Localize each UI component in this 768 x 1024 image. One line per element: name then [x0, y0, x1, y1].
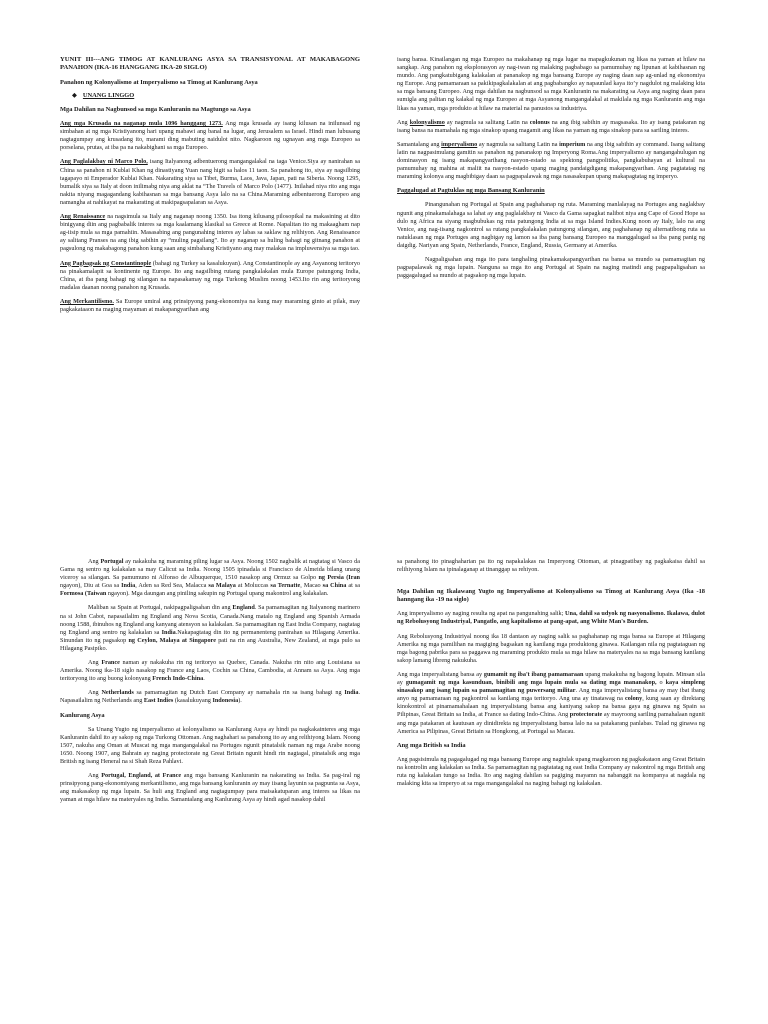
bold-term: sa Ternatte [270, 582, 301, 590]
paragraph-merkantilismo [60, 298, 360, 314]
paragraph-renaissance [60, 213, 360, 253]
paragraph-text: isang Italyanong adbentuerong mangangalakal na taga Venice.Siya ay nanirahan sa China sa panahon ni Kublai Khan ng dinastiyang Yuan nang higit sa halos 11 taon. Sa panahong ito, siya ay nagsilbing tagapayo ni Emperador Kublai Khan. Nakarating siya sa Tibet, Burma, Laos, Java, Japan, pati na Siberia. Noong 1295, bumalik siya sa Italy at doon inilimabg niya ang aklat na “The Travels of Marco Polo (1477). Inilahad niya rito ang mga nakita niyang magagandang kabihasnan sa mga bansang Asya lalo na sa China.Maraming adbentuerong Europeo ang namangha at nahikayat na makarating at makipagsapalaran sa Asya. [60, 158, 360, 206]
paragraph-text: Ang imperyalismo ay naging resulta ng apat na pangunahing salik; [397, 610, 566, 618]
term-colonus: colonus [529, 118, 550, 126]
page2-left-column [60, 558, 360, 810]
paragraph-text: ay nakakuha ng maraming piling lugar sa Asya. Noong 1502 nagbalik at nagtatag si Vasco da Gama ng sentro ng kalakalan sa may Calicut sa India. Noong 1505 ipinadala si Francisco de Almeida bilang unang viceroy sa silangan. Sa pamumuno ni Alfonso de Albuquerque, 1510 nasakop ang Ormuz sa Golpo [60, 558, 360, 582]
paragraph-text: . Ang mga imperyalistang bansa ay may ibat ibang anyo ng pamamaraan ng pagkontrol sa kanilang mga teritoryo. Ang una ay tinatawag na [397, 687, 705, 703]
term-imperium: imperium [559, 140, 586, 148]
page1-left-column [60, 56, 360, 320]
paragraph-text: , kung saan ay direktang kinokontrol at pinamamahalaan ng imperyalistang bansa ang kaniyang sakop na bansa gaya ng ginawa ng Spain sa Pilipinas, Great Britain sa India, at France sa dating Indo-China. Ang [397, 695, 706, 719]
paragraph-marco-polo [60, 158, 360, 207]
paragraph-text: ang mga bansang Kanluranin na nakarating sa India. Sa pag-iral ng prinsipyong pang-ekonomiyang merkantilismo, ang mga bansang kanluranin ay may iisang layunin sa pagpunta sa Asya, ang makasakop ng mga lupain. Sa huli ang England ang nagtagumpay para maisakatuparan ang interes sa likas na yaman at mga hilaw na materyales ng India. Samantalang ang Kanlurang Asya ay hindi agad nasakop dahil [60, 772, 361, 804]
bold-term: East Indies [143, 697, 174, 705]
paragraph-krusada [60, 120, 360, 152]
paragraph-text: , Macao [300, 582, 323, 590]
section-heading-british-india: Ang mga British sa India [397, 741, 466, 749]
bold-term: protectorate [569, 711, 603, 719]
bold-term: India [121, 582, 136, 590]
term-merkantilismo: Ang Merkantilismo. [60, 297, 114, 305]
paragraph-text: Ang [88, 659, 102, 667]
paragraph-text: .Nakapagtatag din ito ng permanenteng panirahan sa Hilagang Amerika. Sinundan ito ng pagsakop [60, 628, 360, 644]
paragraph-text: Ang [397, 118, 410, 126]
paragraph-text: ay nagmula sa salitang Latin na [444, 118, 530, 126]
bold-term: ng Ceylon, Malaya at Singapore [128, 636, 216, 644]
paragraph-text: . [203, 675, 205, 683]
paragraph-netherlands [60, 689, 360, 705]
paragraph-text: Maliban sa Spain at Portugal, nakipagpaligsahan din ang [88, 604, 233, 612]
bold-term: colony [625, 695, 643, 703]
paragraph-text: . Napasailalim ng Netherlands ang [60, 689, 361, 705]
term-renaissance: Ang Renaissance [60, 213, 106, 221]
paragraph-text: na ang ibig sabihin ay magsasaka. Ito ay isang patakaran ng isang bansa na mamahala ng mga sinakop upang magamit ang likas na yaman ng mga sinakop para sa sariling interes. [397, 118, 705, 134]
term-constantinople: Ang Pagbagsak ng Constantinople [60, 259, 152, 267]
paragraph-west-asia: Sa Unang Yugto ng imperyalismo at kolonyalismo sa Kanlurang Asya ay hindi pa nagkakainteres ang mga Kanluranin dahil ito ay sakop ng mga Turkong Ottoman. Ang naghahari sa panahong ito ay ang relihiyong Islam. Noong 1507, nakuha ang Oman at Muscat ng mga mangangalakal na Portuges ngunit pinatalsik naman ng mga Arabe noong 1650. Noong 1907, ang Bahrain ay naging protectorate ng Great Britain ngunit hindi rin nagtagal, pinatalsik ang mga British ng isang Heneral na si Shah Reza Pahlavi. [60, 725, 360, 765]
bold-term: French Indo-China [152, 675, 204, 683]
diamond-bullet-icon: ◆ [72, 91, 77, 99]
paragraph-text: at sa [346, 582, 360, 590]
paragraph-text: Sa Europe umiral ang prinsipyong pang-ekonomiya na kung may maraming ginto at pilak, may pagkakataaon na maging mayaman at makapangyarihan ang [60, 297, 360, 313]
paragraph-constantinople [60, 260, 360, 292]
paragraph-portugal [60, 558, 360, 598]
paragraph-text: Ang [88, 689, 102, 697]
paragraph-text: pati na rin ang Australia, New Zealand, at mga pulo sa Hilagang Pasipiko. [60, 636, 360, 652]
page1-right-column [397, 56, 705, 286]
bold-term: India [344, 689, 359, 697]
paragraph-england [60, 604, 360, 653]
section-heading-second-phase: Mga Dahilan ng Ikalawang Yugto ng Imperyalismo at Kolonyalismo sa Timog at Kanlurang Asya (Ika -18 hanngang ika -19 na siglo) [397, 588, 705, 604]
paragraph-text: naman ay nakakuha rin ng teritoryo sa Quebec, Canada. Nakuha rin nito ang Louisiana sa Amerika. Noong ika-18 siglo nasakop ng France ang Laos, Cochin sa China, Cambodia, at Annam sa Asya. Ang mga teritoryong ito ang buong kolonyang [60, 659, 360, 683]
paragraph-factors [397, 610, 705, 626]
bold-term: Netherlands [101, 689, 134, 697]
term-imperyalismo: imperyalismo [441, 140, 478, 148]
paragraph-kolonyalismo [397, 119, 705, 135]
paragraph-text: , Aden sa Red Sea, Malacca [135, 582, 209, 590]
bold-term: Indonesia [212, 697, 239, 705]
paragraph-text: Samantalang ang [397, 140, 442, 148]
paragraph-text: ay mayroong sariling pamahalaan ngunit ang mga patakaran at kautusan ay dinidirekta ng imperyalistang bansa lalo na sa patakarang panlabas. Tulad ng ginawa ng America sa Pilipinas, Great Britain sa Hongkong, at Portugal sa Macau. [397, 711, 705, 735]
bold-term: England [232, 604, 255, 612]
bold-term: India [161, 628, 176, 636]
paragraph-text: o [656, 679, 666, 687]
paragraph-text: . Sa pamamagitan ng Italyanong marinero na si John Cabot, napasailalim ng England ang Nova Scotia, Canada.Nang matalo ng England ang Spanish Armada noong 1588, ibinuhos ng England ang kanyang atensyon sa kalakalan. Sa pamamagitan ng East India Company, nagtatag ng England ang sentro ng kalakalan sa [60, 604, 360, 636]
paragraph-text: upang makakuha ng bagong lupain. Minsan sila ay [397, 670, 706, 687]
bold-term: sa China [322, 582, 347, 590]
bold-term: France [101, 659, 120, 667]
paragraph-british-india: Ang pagsisimula ng pagagalugad ng mga bansang Europe ang nagtulak upang magkaroon ng pagkakataon ang Great Britain na kontrolin ang kalakalan sa India. Sa pamamagitan ng pagtatatag ng east India Company ay nakontrol ng mga British ang ruta ng kalakalan tungo sa India. Ito ang naging dahilan sa pagiging mayamn na nabanggit na kompanya at nagdala ng malaking kita sa imperyo at sa mga mangangalakal na naging bahagi ng kalakalan. [397, 755, 705, 788]
paragraph-text: ngayon). Mga daungan ang piniling sakupin ng Portugal upang makontrol ang kalakalan. [106, 590, 329, 598]
bold-term: Portugal, England, at France [101, 772, 182, 780]
paragraph-text: (kasalukuyang [173, 697, 213, 705]
paragraph-text: ay nagmula sa salitang Latin na [477, 140, 560, 148]
week-label: UNANG LINGGO [82, 91, 135, 99]
unit-title: YUNIT III---ANG TIMOG AT KANLURANG ASYA SA TRANSISYONAL AT MAKABAGONG PANAHON (IKA-16 HANGGANG IKA-20 SIGLO) [60, 56, 360, 72]
paragraph-industrial-revolution: Ang Rebolusyong Industriyal noong ika 18 dantaon ay naging salik sa paghahanap ng mga bansa sa Europe at Hilagang Amerika ng mga pamilihan na magiging bagsakan ng kanilang mga produktong ginawa. Kailangan nila ng pagtataguan ng mga bagong pabrika para sa paggawa ng maraming produkto mula sa mga hilaw na materyales na sa mga bansang kanilang sakop lamang libreng nakukuha. [397, 632, 705, 664]
paragraph-text: ngayon), Diu at Goa sa [60, 582, 122, 590]
paragraph-exploration: Pinangunahan ng Portugal at Spain ang paghahanap ng ruta. Maraming manlalayag na Portuges ang naglakbay ngunit ang pinakamalahaga sa lahat ay ang paglalakbay ni Vasco da Gama sapagkat nalibot niya ang Cape of Good Hope sa dulo ng Africa na siyang magbubukas ng ruta patungong India at sa mga Island Indies.Kung noon ay Italy, lalo na ang Venice, ang nag-iisang nagkontrol sa rutang pangkalakalan patungong silangan, ang paghahanap ng alternatibong ruta sa natuklasan ng mga Portuges ang nagbigay ng lamon sa iba pang bansang Europeo na manggalugad sa iba pang panig ng daigdig. Nariyan ang Spain, Netherlands, France, England, Russia, Germany at Amerika. [397, 201, 705, 249]
term-krusada: Ang mga Krusada na naganap mula 1096 hanggang 1273. [60, 120, 223, 128]
paragraph-text: sa pamamagitan ng Dutch East Company ay namahala rin sa isang bahagi ng [133, 689, 345, 697]
paragraph-text: Ang mga imperyalistang bansa ay [397, 670, 484, 678]
paragraph-methods [397, 671, 705, 736]
bold-term: gumamit ng iba't ibang pamamaraan [483, 670, 584, 678]
week-heading [72, 92, 360, 100]
bold-term: kaya simpleng sinasakop ang isang lupain sa pamamagitan ng puwersang militar [397, 679, 705, 695]
bold-term: ng Persia (Iran [318, 574, 360, 582]
bold-term: Una, dahil sa udyok ng nasyonalismo. Ikalawa, dulot ng Rebolusyong Industriyal, Pangatlo, ang kapitalismo at pang-apat, ang White Man's Burden. [397, 610, 705, 626]
paragraph-france [60, 659, 360, 683]
paragraph-text: Ang [88, 772, 102, 780]
paragraph-text: na nagsimula sa Italy ang naganap noong 1350. Isa itong kilusang pilosopikal na makasining at dito binigyang diin ang pagbabalik interes sa mga kaalamang klasikal sa Greece at Rome. Napalitan ito ng makaagham nap ag-iisip mula sa mga pamahiin. Masasabing ang pangunahing interes ay labas sa saklaw ng relihiyon. Ang Renaissance ay salitang Pranses na ang ibig sabihin ay “muling pagsilang”. Ito ay naganap sa huling bahagi ng gitnang panahon at pagsulong ng makabagong panahon kung saan ang simbahang Kristiyano ang may malakas na impluwensiya sa mga tao. [60, 213, 360, 253]
term-kolonyalismo: kolonyalismo [409, 118, 445, 126]
paragraph-continuation: isang bansa. Kinailangan ng mga Europeo na makahanap ng mga lugar na mapagkukunan ng likas na yaman at hilaw na sangkap. Ang panahon ng eksplorasyon ay nag-iwan ng malaking pagbabago sa pamumuhay ng lipunan at kabihasnan ng mundo. Ang pangkatubigang kalakalan at pananakop ng mga bansang Europe ay naging daan sap ag-unlad ng ekonomiya ng Europe. Ang pamamaraan sa pakikipagkalakalan at ang pagbabangko ay napaunlad kaya ito’y nagdulot ng malaking kita sa mga bansang Europeo. Ang mga dahilan na nagbunsod sa mga Kanluranin na makarating sa Asya ang naging daan para sumigla ang palitan ng kalakal ng mga Europeo at mga Asyanong mangangalakal at makilala ng mga Kanluranin ang mga likas na yaman, mga produkto at hilaw na material na panustos sa industriya. [397, 56, 705, 112]
paragraph-text: at Moluccas [235, 582, 271, 590]
paragraph-text: (bahagi ng Turkey sa kasalukuyan). Ang Constantinople ay ang Asyanong teritoryo na pinakamalapit sa kontinente ng Europe. Ito ang nagsilbing rutang pangkalakalan mula Europe patungong India, China, at iba pang bahagi ng silangan na napasakamay ng mga Turkong Muslim noong 1453.Ito rin ang teritoryong madalas daanan noong panahon ng Krusada. [60, 259, 361, 291]
term-marco-polo: Ang Paglalakbay ni Marco Polo, [60, 158, 148, 166]
section-heading-reasons: Mga Dahilan na Nagbunsod sa mga Kanluranin na Magtungo sa Asya [60, 106, 251, 113]
paragraph-competition: Nagpaligsahan ang mga ito para tanghaling pinakamakapangyarihan na bansa sa mundo sa pamamagitan ng pagpapalawak ng mga lupain. Nanguna sa mga ito ang Portugal at Spain na naging matindi ang pagpapaligsahan sa paggagalugad sa mundo at pagsakop ng mga lupain. [397, 255, 705, 280]
paragraph-imperyalismo [397, 141, 705, 181]
paragraph-text: Ang mga krusada ay isang kilusan na inilunsad ng simbahan at ng mga Kristiyanong hari upang mabawi ang banal na lugar, ang Jerusalem sa Israel. Hindi man lubusang nagtagumpay ang krusadang ito, marami ding mabuting naidulot nito. Nagkaroon ng ugnayan ang mga Europeo sa porselana, prutas, at iba pa na nakabighani sa mga Europeo. [60, 120, 360, 152]
paragraph-text: Ang [88, 558, 101, 565]
bold-term: sa Malaya [208, 582, 236, 590]
paragraph-ottoman: sa panahong ito pinaghaharian pa ito ng napakalakas na Imperyong Ottoman, at pinagpatibay ng pagkakaisa dahil sa relihiyong Islam na ipinalaganap at tinanggap sa rehiyon. [397, 558, 705, 574]
bold-term: Portugal [100, 558, 124, 565]
section-heading-kanlurang-asya: Kanlurang Asya [60, 711, 105, 719]
unit-subtitle: Panahon ng Kolonyalismo at Imperyalismo sa Timog at Kanlurang Asya [60, 78, 258, 86]
bold-term: Formosa (Taiwan [60, 590, 107, 598]
document-page-2 [0, 512, 768, 1024]
section-heading-exploration: Paggalugad at Pagtuklas ng mga Bansang Kanluranin [397, 187, 545, 195]
page2-right-column [397, 558, 705, 794]
paragraph-india-powers [60, 772, 360, 804]
paragraph-text: ). [238, 697, 242, 705]
paragraph-text: na ang ibig sabihin ay command. Isang salitang latin na nagpasimulang gamitin sa panahon ng pananakop ng Imperyong Roma.Ang imperyalismo ay nangangahulugan ng dominasyon ng isang makapangyarihang nasyon-estado sa spektong pangpolitika, pangkabuhayan at kultural na pamumuhay ng mahina at maliit na nasyon-estado upang maging pandaigdigang makapangyarihan. Ang pagtatatag ng maraming kolonya ang magbibigay daan sa pagpapalawak ng mga nasasakupan upang makapagtatag ng imperyo. [397, 140, 705, 181]
bold-term: gumagamit ng mga kasunduan, binibili ang mga lupain mula sa dating mga mananakop, [405, 679, 657, 687]
